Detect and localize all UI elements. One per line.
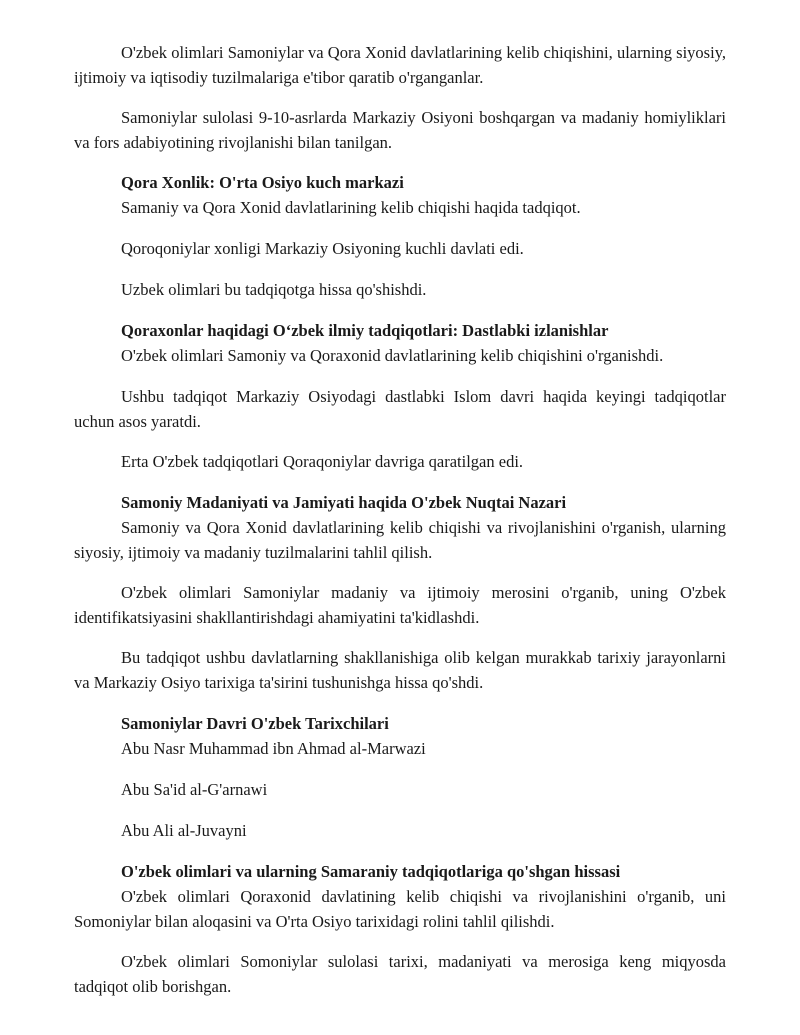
intro-paragraph-2: Samoniylar sulolasi 9-10-asrlarda Markaziy Osiyoni boshqargan va madaniy homiyliklari va fors adabiyotining rivojlanishi bilan tanilgan. [74, 108, 726, 152]
section-paragraph: O'zbek olimlari Qoraxonid davlatining kelib chiqishi va rivojlanishini o'rganib, uni Somoniylar bilan aloqasini va O'rta Osiyo tarixidagi rolini tahlil qilishdi. [74, 887, 726, 931]
section-qoraxonlar-tadqiqotlari [74, 318, 726, 474]
section-line: Qoroqoniylar xonligi Markaziy Osiyoning kuchli davlati edi. [121, 239, 524, 258]
section-heading: O'zbek olimlari va ularning Samaraniy tadqiqotlariga qo'shgan hissasi [121, 862, 621, 881]
section-heading: Qoraxonlar haqidagi O‘zbek ilmiy tadqiqotlari: Dastlabki izlanishlar [121, 321, 609, 340]
section-heading: Samoniylar Davri O'zbek Tarixchilari [121, 714, 389, 733]
section-qora-xonlik [74, 170, 726, 302]
section-paragraph: Ushbu tadqiqot Markaziy Osiyodagi dastlabki Islom davri haqida keyingi tadqiqotlar uchun asos yaratdi. [74, 387, 726, 431]
section-paragraph: O'zbek olimlari Samoniylar madaniy va ijtimoiy merosini o'rganib, uning O'zbek identifikatsiyasini shakllantirishdagi ahamiyatini ta'kidlashdi. [74, 583, 726, 627]
document-page [74, 40, 726, 1015]
section-line: Samaniy va Qora Xonid davlatlarining kelib chiqishi haqida tadqiqot. [121, 198, 581, 217]
section-tarixchilar [74, 711, 726, 843]
section-line: Erta O'zbek tadqiqotlari Qoraqoniylar davriga qaratilgan edi. [121, 452, 524, 471]
section-heading: Qora Xonlik: O'rta Osiyo kuch markazi [121, 173, 404, 192]
section-line: Uzbek olimlari bu tadqiqotga hissa qo'shishdi. [121, 280, 427, 299]
section-paragraph: O'zbek olimlari Somoniylar sulolasi tarixi, madaniyati va merosiga keng miqyosda tadqiqot olib borishgan. [74, 952, 726, 996]
section-heading: Samoniy Madaniyati va Jamiyati haqida O'zbek Nuqtai Nazari [121, 493, 567, 512]
section-samoniy-madaniyati [74, 490, 726, 695]
section-olimlar-hissasi [74, 859, 726, 999]
historian-name: Abu Nasr Muhammad ibn Ahmad al-Marwazi [121, 739, 426, 758]
section-paragraph: Samoniy va Qora Xonid davlatlarining kelib chiqishi va rivojlanishini o'rganish, ularning siyosiy, ijtimoiy va madaniy tuzilmalarini tahlil qilish. [74, 518, 726, 562]
section-paragraph: Bu tadqiqot ushbu davlatlarning shakllanishiga olib kelgan murakkab tarixiy jarayonlarni va Markaziy Osiyo tarixiga ta'sirini tushunishga hissa qo'shdi. [74, 648, 726, 692]
historian-name: Abu Ali al-Juvayni [121, 821, 247, 840]
intro-paragraph-1: O'zbek olimlari Samoniylar va Qora Xonid davlatlarining kelib chiqishini, ularning siyosiy, ijtimoiy va iqtisodiy tuzilmalariga e'tibor qaratib o'rganganlar. [74, 43, 726, 87]
historian-name: Abu Sa'id al-G'arnawi [121, 780, 268, 799]
section-line: O'zbek olimlari Samoniy va Qoraxonid davlatlarining kelib chiqishini o'rganishdi. [121, 346, 664, 365]
